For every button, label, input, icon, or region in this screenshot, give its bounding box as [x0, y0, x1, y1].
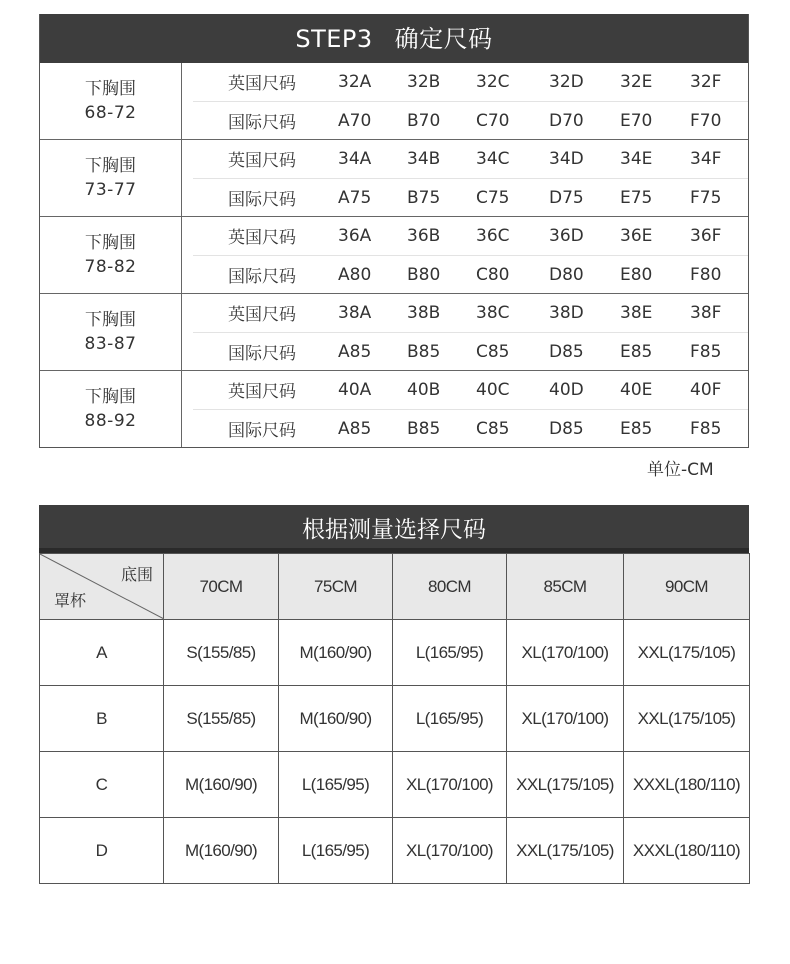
unit-note: 单位-CM	[647, 460, 714, 480]
size-cell: F80	[690, 264, 722, 285]
size-value-cell: L(165/95)	[393, 686, 507, 752]
size-value-cell: M(160/90)	[164, 818, 279, 884]
size-cell: 36B	[407, 226, 441, 246]
size-value-cell: L(165/95)	[279, 818, 393, 884]
size-cell: B80	[407, 264, 441, 285]
size-cell: 36E	[620, 226, 653, 246]
size-cell: B85	[407, 341, 441, 362]
column-header: 75CM	[279, 554, 393, 620]
size-value-cell: XL(170/100)	[507, 686, 624, 752]
underbust-title: 下胸围	[85, 79, 136, 99]
table-row	[40, 686, 750, 752]
underbust-range: 78-82	[84, 257, 137, 277]
size-value-cell: XXL(175/105)	[507, 752, 624, 818]
size-cell: 32E	[620, 72, 653, 92]
size-value-cell: S(155/85)	[164, 620, 279, 686]
size-conversion-title	[40, 14, 748, 63]
size-row	[193, 178, 748, 217]
size-row	[193, 332, 748, 371]
size-system-label: 国际尺码	[228, 266, 296, 287]
size-cell: D80	[549, 264, 584, 285]
size-value-cell: XXL(175/105)	[624, 620, 750, 686]
size-value-cell: XL(170/100)	[393, 818, 507, 884]
size-value-cell: M(160/90)	[279, 686, 393, 752]
size-group	[40, 293, 748, 370]
size-cell: A75	[338, 187, 372, 208]
size-cell: E85	[620, 418, 653, 439]
size-group	[40, 139, 748, 216]
size-cell: A85	[338, 341, 372, 362]
size-row	[193, 140, 748, 178]
corner-underband-label: 底围	[120, 565, 153, 584]
corner-cup-label: 罩杯	[54, 591, 87, 610]
size-cell: C85	[476, 418, 510, 439]
size-value-cell: XXL(175/105)	[624, 686, 750, 752]
size-cell: 40C	[476, 380, 510, 400]
size-cell: 36C	[476, 226, 510, 246]
size-cell: E75	[620, 187, 653, 208]
size-group	[40, 370, 748, 447]
size-cell: 38B	[407, 303, 441, 323]
size-cell: F85	[690, 341, 722, 362]
size-cell: D75	[549, 187, 584, 208]
size-cell: 36D	[549, 226, 584, 246]
size-cell: 38A	[338, 303, 372, 323]
column-header: 70CM	[164, 554, 279, 620]
size-cell: 36A	[338, 226, 372, 246]
size-row	[193, 255, 748, 294]
corner-header	[40, 554, 164, 620]
table-row	[40, 752, 750, 818]
step-title: 确定尺码	[394, 25, 493, 53]
underbust-label	[40, 294, 182, 370]
underbust-title: 下胸围	[85, 233, 136, 253]
size-cell: 32C	[476, 72, 510, 92]
size-cell: 32D	[549, 72, 584, 92]
underbust-label	[40, 63, 182, 139]
column-header: 80CM	[393, 554, 507, 620]
size-row	[193, 294, 748, 332]
underbust-label	[40, 217, 182, 293]
size-cell: 38C	[476, 303, 510, 323]
size-cell: 34C	[476, 149, 510, 169]
size-row	[193, 63, 748, 101]
size-cell: A80	[338, 264, 372, 285]
size-cell: E85	[620, 341, 653, 362]
size-row	[193, 371, 748, 409]
size-row	[193, 409, 748, 448]
size-system-label: 国际尺码	[228, 112, 296, 133]
underbust-label	[40, 140, 182, 216]
size-cell: 32B	[407, 72, 441, 92]
underbust-title: 下胸围	[85, 310, 136, 330]
size-value-cell: XL(170/100)	[393, 752, 507, 818]
size-cell: 38E	[620, 303, 653, 323]
size-row	[193, 101, 748, 140]
size-cell: D85	[549, 341, 584, 362]
size-system-label: 国际尺码	[228, 343, 296, 364]
size-cell: 36F	[690, 226, 722, 246]
size-value-cell: XXXL(180/110)	[624, 818, 750, 884]
size-system-label: 英国尺码	[228, 382, 296, 403]
table-row	[40, 818, 750, 884]
size-cell: 34D	[549, 149, 584, 169]
size-cell: 34E	[620, 149, 653, 169]
size-system-label: 国际尺码	[228, 189, 296, 210]
size-cell: C70	[476, 110, 510, 131]
cup-label: A	[40, 620, 164, 686]
size-cell: 38D	[549, 303, 584, 323]
size-cell: F70	[690, 110, 722, 131]
size-value-cell: M(160/90)	[279, 620, 393, 686]
table-row	[40, 620, 750, 686]
cup-label: C	[40, 752, 164, 818]
size-value-cell: L(165/95)	[393, 620, 507, 686]
cup-label: D	[40, 818, 164, 884]
size-cell: 40D	[549, 380, 584, 400]
size-cell: B85	[407, 418, 441, 439]
size-cell: B75	[407, 187, 441, 208]
size-system-label: 英国尺码	[228, 151, 296, 172]
size-system-label: 英国尺码	[228, 305, 296, 326]
column-header: 85CM	[507, 554, 624, 620]
size-row	[193, 217, 748, 255]
size-cell: 34A	[338, 149, 372, 169]
size-cell: 32A	[338, 72, 372, 92]
measure-size-table	[39, 553, 750, 884]
underbust-title: 下胸围	[85, 387, 136, 407]
size-cell: E80	[620, 264, 653, 285]
underbust-range: 83-87	[84, 334, 137, 354]
size-value-cell: XXL(175/105)	[507, 818, 624, 884]
underbust-range: 88-92	[84, 411, 137, 431]
size-value-cell: M(160/90)	[164, 752, 279, 818]
size-conversion-table	[39, 14, 749, 448]
size-cell: F75	[690, 187, 722, 208]
size-cell: C75	[476, 187, 510, 208]
size-system-label: 英国尺码	[228, 228, 296, 249]
size-cell: E70	[620, 110, 653, 131]
size-cell: 40E	[620, 380, 653, 400]
size-system-label: 国际尺码	[228, 420, 296, 441]
size-cell: A85	[338, 418, 372, 439]
size-cell: F85	[690, 418, 722, 439]
size-cell: 38F	[690, 303, 722, 323]
size-cell: D85	[549, 418, 584, 439]
size-value-cell: S(155/85)	[164, 686, 279, 752]
size-cell: 40F	[690, 380, 722, 400]
size-cell: 40A	[338, 380, 372, 400]
size-system-label: 英国尺码	[228, 74, 296, 95]
size-conversion-body	[40, 63, 748, 447]
size-value-cell: XL(170/100)	[507, 620, 624, 686]
size-value-cell: XXXL(180/110)	[624, 752, 750, 818]
cup-label: B	[40, 686, 164, 752]
size-cell: C85	[476, 341, 510, 362]
underbust-range: 73-77	[84, 180, 137, 200]
size-cell: 34F	[690, 149, 722, 169]
size-cell: 34B	[407, 149, 441, 169]
size-cell: D70	[549, 110, 584, 131]
underbust-range: 68-72	[84, 103, 137, 123]
size-group	[40, 216, 748, 293]
size-cell: B70	[407, 110, 441, 131]
underbust-title: 下胸围	[85, 156, 136, 176]
size-group	[40, 63, 748, 139]
step-label: STEP3	[295, 25, 373, 53]
size-cell: 32F	[690, 72, 722, 92]
column-header: 90CM	[624, 554, 750, 620]
size-cell: 40B	[407, 380, 441, 400]
size-cell: C80	[476, 264, 510, 285]
size-cell: A70	[338, 110, 372, 131]
size-value-cell: L(165/95)	[279, 752, 393, 818]
measure-table-title: 根据测量选择尺码	[39, 505, 749, 553]
underbust-label	[40, 371, 182, 447]
